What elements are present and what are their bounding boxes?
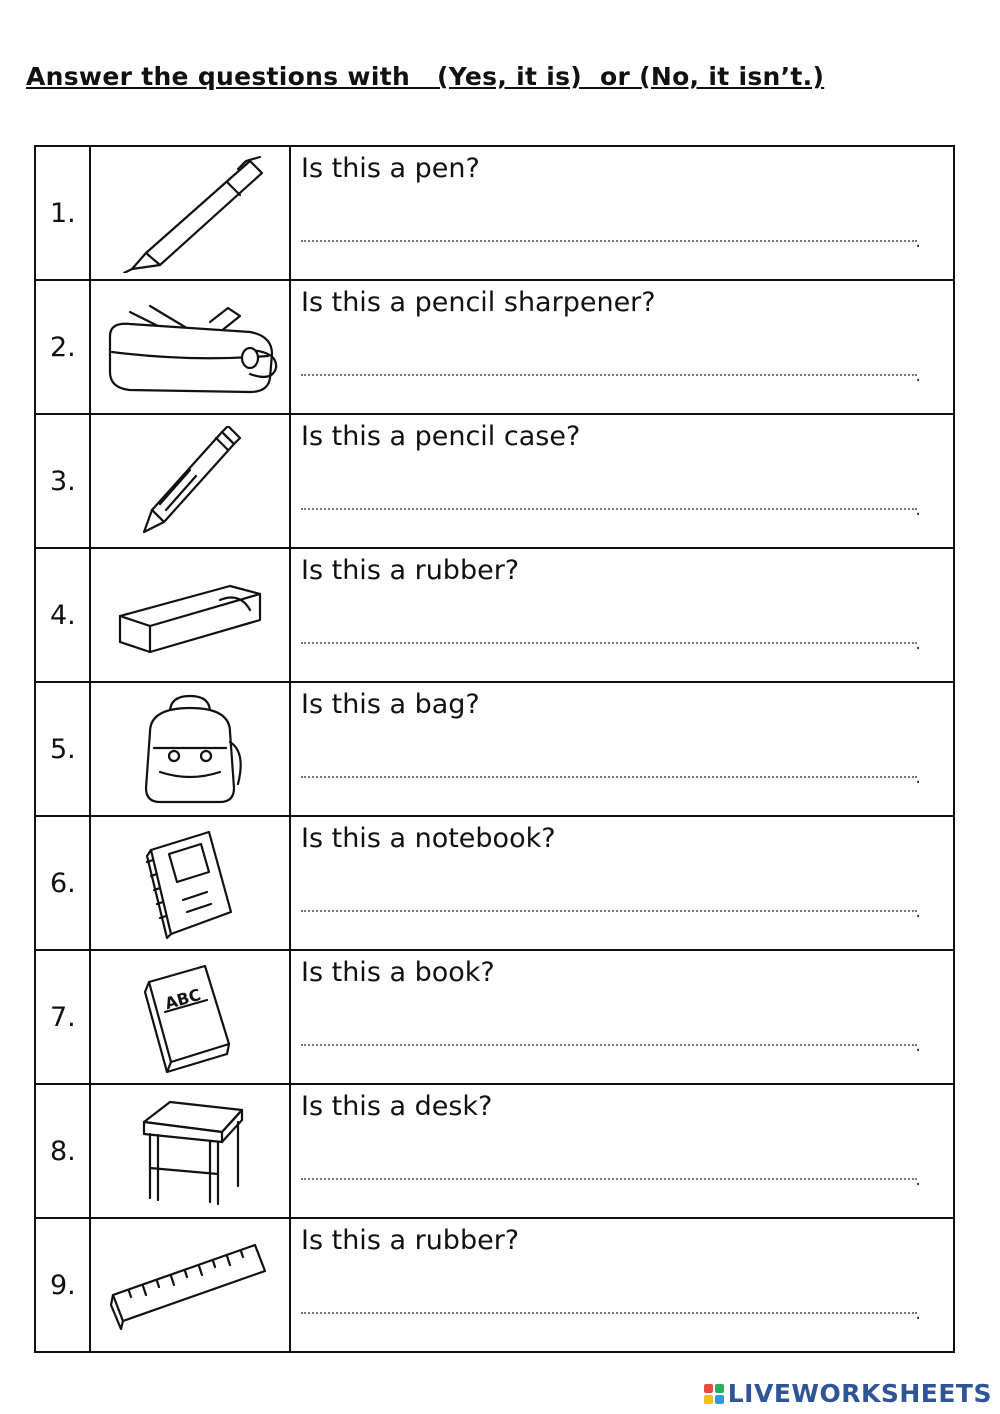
question-cell [290,414,954,548]
answer-line[interactable] [301,240,917,242]
desk-icon [130,1094,250,1209]
question-cell [290,1218,954,1352]
notebook-icon [135,826,245,941]
row-number: 9. [35,1218,90,1352]
logo-square [704,1384,713,1393]
question-text: Is this a pencil sharpener? [301,287,656,318]
question-text: Is this a book? [301,957,495,988]
answer-line[interactable] [301,508,917,510]
picture-cell [90,146,290,280]
picture-cell [90,1218,290,1352]
answer-period: . [915,767,921,788]
question-row [35,1218,954,1352]
answer-period: . [915,1035,921,1056]
question-cell [290,816,954,950]
row-number: 6. [35,816,90,950]
answer-line[interactable] [301,1178,917,1180]
question-row [35,548,954,682]
row-number: 5. [35,682,90,816]
book-icon [135,960,245,1075]
row-number: 3. [35,414,90,548]
ruler-icon [105,1235,275,1335]
question-text: Is this a pen? [301,153,480,184]
pencil-icon [130,426,250,536]
logo-mark-icon [704,1384,724,1404]
answer-period: . [915,633,921,654]
answer-line[interactable] [301,1044,917,1046]
pencil-case-icon [100,292,280,402]
answer-period: . [915,499,921,520]
question-text: Is this a rubber? [301,555,520,586]
question-row [35,280,954,414]
question-row [35,414,954,548]
row-number: 8. [35,1084,90,1218]
answer-line[interactable] [301,776,917,778]
row-number: 7. [35,950,90,1084]
rubber-icon [110,570,270,660]
picture-cell [90,1084,290,1218]
picture-cell [90,548,290,682]
question-text: Is this a bag? [301,689,480,720]
question-cell [290,548,954,682]
liveworksheets-logo[interactable] [704,1379,992,1408]
picture-cell [90,816,290,950]
question-row [35,1084,954,1218]
question-text: Is this a desk? [301,1091,493,1122]
answer-period: . [915,1169,921,1190]
question-text: Is this a pencil case? [301,421,581,452]
answer-line[interactable] [301,642,917,644]
question-cell [290,682,954,816]
answer-period: . [915,365,921,386]
answer-line[interactable] [301,910,917,912]
question-text: Is this a rubber? [301,1225,520,1256]
picture-cell [90,950,290,1084]
answer-period: . [915,901,921,922]
question-row [35,816,954,950]
question-cell [290,280,954,414]
answer-line[interactable] [301,1312,917,1314]
row-number: 1. [35,146,90,280]
question-cell [290,1084,954,1218]
row-number: 2. [35,280,90,414]
logo-text: LIVEWORKSHEETS [727,1379,992,1408]
answer-line[interactable] [301,374,917,376]
picture-cell [90,280,290,414]
answer-period: . [915,231,921,252]
logo-square [715,1395,724,1404]
logo-square [715,1384,724,1393]
question-row [35,682,954,816]
row-number: 4. [35,548,90,682]
logo-square [704,1395,713,1404]
book-cover-label: ABC [162,984,203,1013]
instruction-heading: Answer the questions with (Yes, it is) or (No, it isn’t.) [26,62,825,91]
question-row [35,146,954,280]
picture-cell [90,414,290,548]
pen-icon [110,153,270,273]
question-text: Is this a notebook? [301,823,556,854]
question-row [35,950,954,1084]
bag-icon [130,692,250,807]
answer-period: . [915,1303,921,1324]
worksheet-table [34,145,955,1353]
question-cell [290,146,954,280]
picture-cell [90,682,290,816]
question-cell [290,950,954,1084]
